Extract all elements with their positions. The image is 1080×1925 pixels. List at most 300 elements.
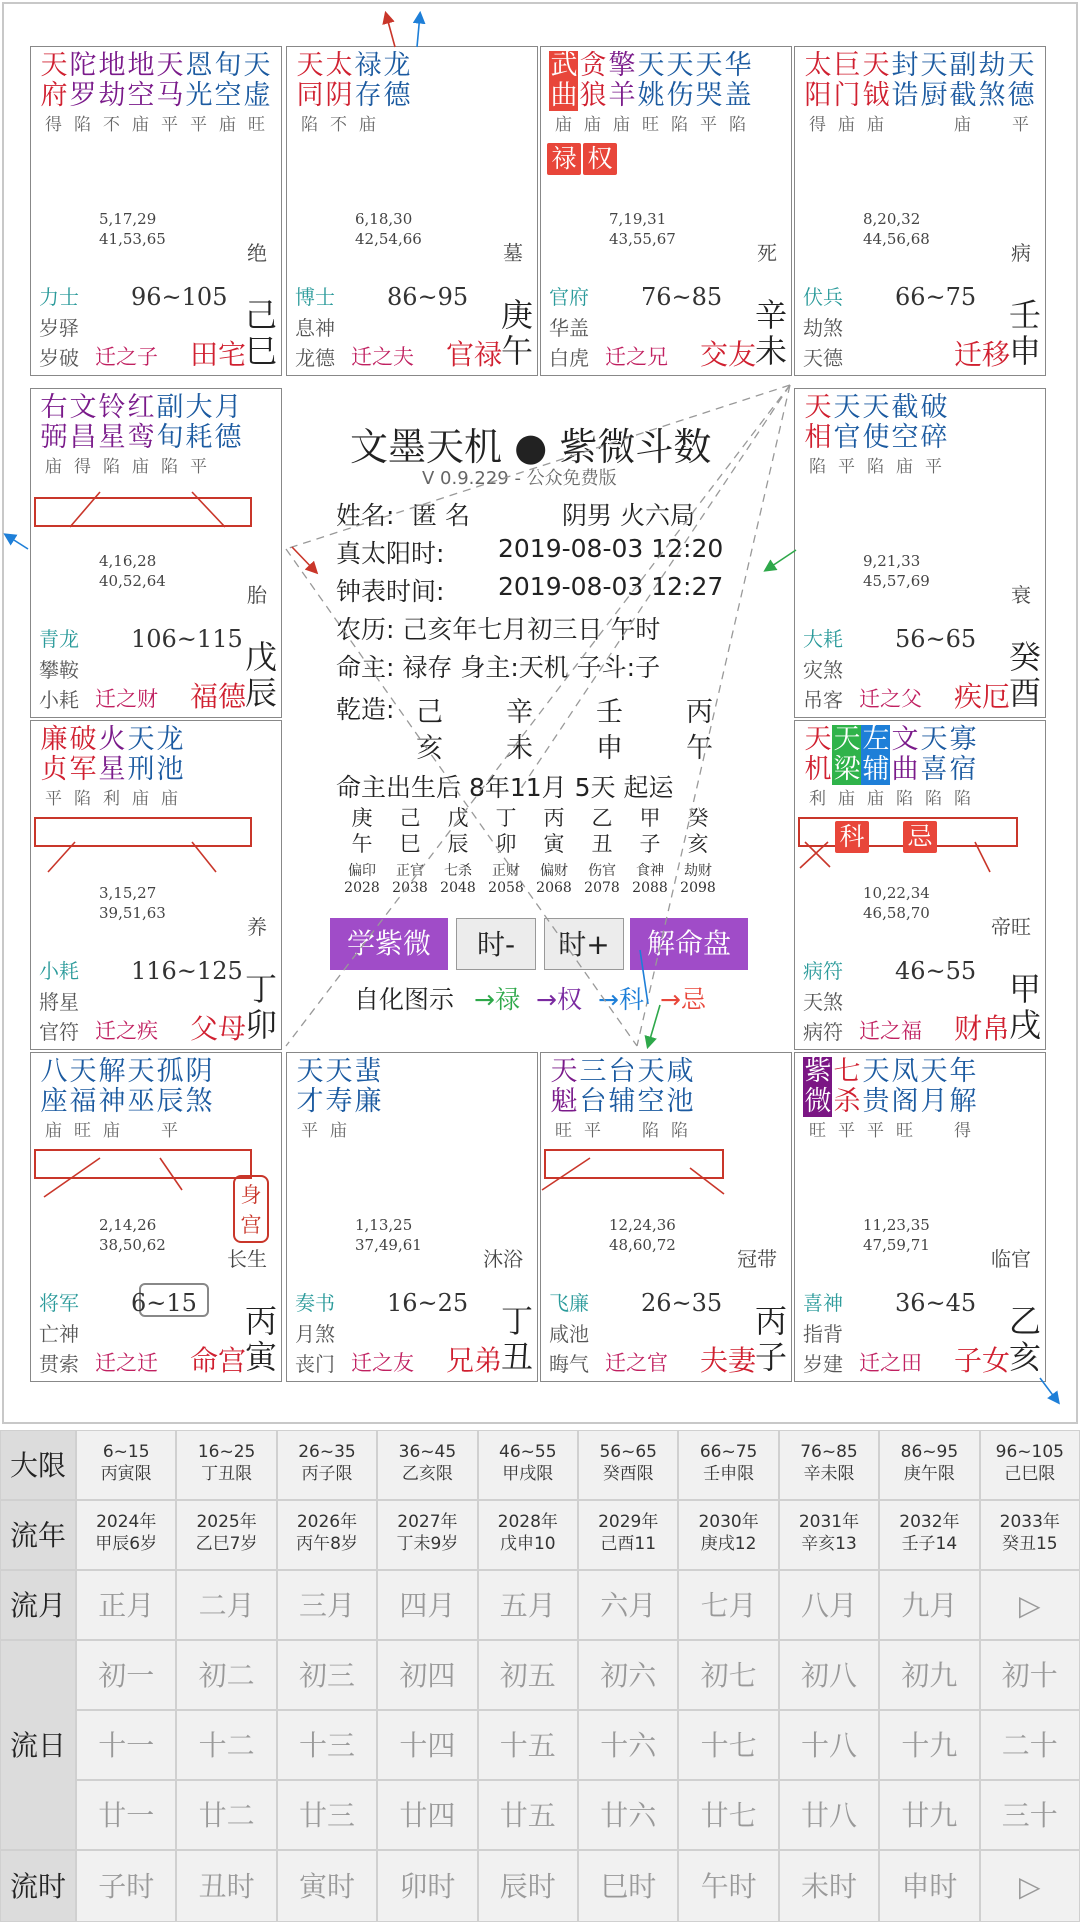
gender-ju: 阴男 火六局 — [562, 501, 695, 530]
dayun-year: 2058 — [488, 880, 524, 896]
star-char: 劫 — [98, 80, 125, 111]
star-char: 马 — [156, 80, 183, 111]
hour-plus-button[interactable]: 时+ — [544, 918, 624, 970]
star-char: 八 — [40, 1056, 67, 1087]
palace-mao[interactable] — [30, 720, 282, 1050]
palace-you[interactable] — [794, 388, 1046, 718]
star-char: 禄 — [354, 50, 381, 81]
god-boshi: 伏兵 — [803, 285, 843, 309]
ganzhi — [245, 638, 278, 712]
star-group — [803, 725, 1041, 810]
table-cell[interactable]: 廿二 — [176, 1780, 276, 1850]
table-cell[interactable] — [980, 1500, 1080, 1570]
table-cell[interactable]: 寅时 — [277, 1850, 377, 1922]
brightness-row — [803, 114, 1041, 136]
star-char: 贪 — [579, 50, 606, 81]
palace-wu[interactable] — [286, 46, 538, 376]
brightness-char: 利 — [103, 789, 120, 809]
star-char: 天 — [804, 724, 831, 755]
cell-line-2: 己巳限 — [1004, 1464, 1056, 1484]
brightness-char: 陷 — [729, 115, 746, 135]
god-boshi: 官府 — [549, 285, 589, 309]
cell-line-2: 壬子14 — [901, 1534, 958, 1554]
star-char: 恩 — [185, 50, 212, 81]
god-suiqian: 天煞 — [803, 990, 843, 1014]
table-cell[interactable]: 七月 — [678, 1570, 778, 1640]
age-range: 76~85 — [641, 283, 723, 311]
cell-line-2: 乙巳7岁 — [195, 1534, 258, 1554]
table-row-label: 流年 — [0, 1500, 76, 1570]
table-cell[interactable]: 六月 — [578, 1570, 678, 1640]
star-char: 诰 — [891, 80, 918, 111]
table-cell[interactable]: 十三 — [277, 1710, 377, 1780]
ganzhi — [1009, 638, 1042, 712]
brightness-char: 陷 — [809, 457, 826, 477]
brightness-char: 陷 — [74, 789, 91, 809]
table-cell[interactable] — [176, 1500, 276, 1570]
star-char: 地 — [127, 50, 154, 81]
star-char: 华 — [724, 50, 751, 81]
star-group — [39, 393, 277, 478]
palace-name: 财帛 — [953, 1012, 1010, 1045]
god-jiangqian: 龙德 — [295, 346, 335, 370]
brightness-row — [39, 1120, 277, 1142]
table-cell[interactable]: 午时 — [678, 1850, 778, 1922]
star-char: 空 — [637, 1086, 664, 1117]
table-cell[interactable]: ▷ — [980, 1850, 1080, 1922]
brightness-row — [295, 114, 533, 136]
life-stage: 帝旺 — [991, 915, 1031, 939]
ganzhi-char: 丑 — [501, 1338, 534, 1376]
transfer-label: 迁之疾 — [95, 1019, 158, 1043]
table-cell[interactable]: 廿五 — [478, 1780, 578, 1850]
dayun-shishen: 正财 — [492, 863, 520, 879]
god-suiqian: 岁驿 — [39, 316, 79, 340]
cell-line-1: 2026年 — [296, 1512, 358, 1532]
god-boshi: 病符 — [803, 959, 843, 983]
brightness-char: 陷 — [867, 457, 884, 477]
star-char: 光 — [185, 80, 212, 111]
table-cell[interactable] — [377, 1500, 477, 1570]
palace-yin[interactable] — [30, 1052, 282, 1382]
palace-chou[interactable] — [286, 1052, 538, 1382]
table-cell[interactable]: 廿八 — [779, 1780, 879, 1850]
sizhu-zhi: 午 — [686, 733, 713, 764]
star-row-top — [803, 725, 1041, 755]
table-cell[interactable] — [76, 1500, 176, 1570]
brightness-char: 庙 — [838, 789, 855, 809]
cell-line-2: 辛亥13 — [801, 1534, 857, 1554]
star-char: 宿 — [949, 754, 976, 785]
star-char: 厨 — [920, 80, 947, 111]
transfer-label: 迁之兄 — [605, 345, 668, 369]
brightness-char — [919, 114, 948, 136]
table-cell[interactable]: 十二 — [176, 1710, 276, 1780]
brightness-char: 得 — [45, 115, 62, 135]
age-range: 26~35 — [641, 1289, 723, 1317]
dayun-gan: 癸 — [687, 806, 709, 830]
dayun-shishen: 偏财 — [540, 863, 568, 879]
star-char: 空 — [891, 422, 918, 453]
palace-name: 父母 — [189, 1012, 246, 1045]
brightness-char: 平 — [838, 1121, 855, 1141]
star-char: 地 — [98, 50, 125, 81]
dayun-year: 2078 — [584, 880, 620, 896]
age-list — [355, 209, 422, 249]
palace-zi[interactable] — [540, 1052, 792, 1382]
cell-line-2: 甲戌限 — [502, 1464, 554, 1484]
table-cell[interactable]: 初三 — [277, 1640, 377, 1710]
star-char: 天 — [1007, 50, 1034, 81]
table-cell[interactable]: 廿三 — [277, 1780, 377, 1850]
table-cell[interactable]: 十九 — [879, 1710, 979, 1780]
table-cell[interactable]: 三月 — [277, 1570, 377, 1640]
god-boshi: 小耗 — [39, 959, 79, 983]
palace-wei[interactable] — [540, 46, 792, 376]
table-cell[interactable]: 辰时 — [478, 1850, 578, 1922]
star-char: 碎 — [920, 422, 947, 453]
table-cell[interactable]: 巳时 — [578, 1850, 678, 1922]
star-char: 右 — [40, 392, 67, 423]
table-cell[interactable]: 初二 — [176, 1640, 276, 1710]
ganzhi-char: 午 — [501, 332, 534, 370]
brightness-char: 不 — [103, 115, 120, 135]
table-cell[interactable]: 廿六 — [578, 1780, 678, 1850]
brightness-char: 旺 — [74, 1121, 91, 1141]
brightness-box — [34, 817, 252, 847]
table-cell[interactable]: 四月 — [377, 1570, 477, 1640]
table-cell[interactable]: 卯时 — [377, 1850, 477, 1922]
brightness-row — [803, 788, 1041, 810]
star-char: 孤 — [156, 1056, 183, 1087]
sizhu-gan: 壬 — [596, 697, 623, 728]
age-list — [99, 1215, 166, 1255]
star-char: 封 — [891, 50, 918, 81]
star-char: 弼 — [40, 422, 67, 453]
cell-line-2: 庚戌12 — [700, 1534, 757, 1554]
interpret-chart-button[interactable]: 解命盘 — [630, 918, 748, 970]
star-char: 廉 — [40, 724, 67, 755]
star-char: 梁 — [833, 754, 860, 785]
ganzhi-char: 己 — [245, 296, 278, 334]
star-char: 天 — [127, 724, 154, 755]
age-line: 37,49,61 — [355, 1236, 422, 1254]
god-suiqian: 劫煞 — [803, 316, 843, 340]
name-label: 姓名: — [336, 501, 395, 530]
table-cell[interactable]: 初八 — [779, 1640, 879, 1710]
table-cell[interactable] — [76, 1430, 176, 1500]
table-cell[interactable]: 十六 — [578, 1710, 678, 1780]
ganzhi-char: 丙 — [245, 1302, 278, 1340]
age-range: 16~25 — [387, 1289, 469, 1317]
star-char: 解 — [98, 1056, 125, 1087]
cell-line-2: 丙午8岁 — [296, 1534, 358, 1554]
star-row-bottom — [803, 423, 1041, 453]
brightness-row — [39, 456, 277, 478]
dayun-zhi: 寅 — [543, 832, 565, 856]
table-cell[interactable]: 五月 — [478, 1570, 578, 1640]
age-range: 66~75 — [895, 283, 977, 311]
dayun-year: 2088 — [632, 880, 668, 896]
table-cell[interactable] — [879, 1500, 979, 1570]
dayun-shishen: 七杀 — [444, 863, 472, 879]
star-char: 天 — [637, 50, 664, 81]
table-cell[interactable]: 廿一 — [76, 1780, 176, 1850]
dayun-shishen: 食神 — [636, 863, 664, 879]
cell-line-1: 46~55 — [499, 1442, 557, 1462]
god-suiqian: 息神 — [295, 316, 335, 340]
brightness-char: 平 — [190, 115, 207, 135]
brightness-char: 平 — [584, 1121, 601, 1141]
star-char: 星 — [98, 754, 125, 785]
star-char: 天 — [862, 392, 889, 423]
brightness-row — [549, 1120, 787, 1142]
star-char: 天 — [920, 50, 947, 81]
star-char: 使 — [862, 422, 889, 453]
brightness-char: 旺 — [555, 1121, 572, 1141]
god-boshi: 飞廉 — [549, 1291, 589, 1315]
star-row-top — [295, 1057, 533, 1087]
star-char: 微 — [804, 1086, 831, 1117]
table-cell[interactable]: 十四 — [377, 1710, 477, 1780]
table-cell[interactable]: 初四 — [377, 1640, 477, 1710]
table-cell[interactable]: 初五 — [478, 1640, 578, 1710]
table-cell[interactable] — [879, 1430, 979, 1500]
star-char: 年 — [949, 1056, 976, 1087]
life-stage: 临官 — [991, 1247, 1031, 1271]
legend-label: 自化图示 — [354, 985, 455, 1014]
god-suiqian: 月煞 — [295, 1322, 335, 1346]
dayun-zhi: 巳 — [399, 832, 421, 856]
ganzhi — [1009, 296, 1042, 370]
palace-name: 命宫 — [189, 1344, 246, 1377]
table-cell[interactable]: 十八 — [779, 1710, 879, 1780]
legend-quan: →权 — [536, 985, 582, 1014]
transfer-label: 迁之迁 — [95, 1351, 158, 1375]
star-char: 天 — [296, 50, 323, 81]
god-jiangqian: 岁建 — [803, 1352, 843, 1376]
sizhu-zhi: 亥 — [416, 733, 443, 764]
star-char: 太 — [804, 50, 831, 81]
brightness-char: 旺 — [896, 1121, 913, 1141]
table-cell[interactable]: 正月 — [76, 1570, 176, 1640]
dayun-year: 2048 — [440, 880, 476, 896]
star-char: 文 — [69, 392, 96, 423]
star-char: 钺 — [862, 80, 889, 111]
star-char: 旬 — [214, 50, 241, 81]
table-cell[interactable]: 初七 — [678, 1640, 778, 1710]
star-char: 天 — [69, 1056, 96, 1087]
star-char: 喜 — [920, 754, 947, 785]
transfer-label: 迁之官 — [605, 1351, 668, 1375]
cell-line-1: 2030年 — [698, 1512, 759, 1532]
star-row-bottom — [39, 81, 277, 111]
table-cell[interactable]: 十五 — [478, 1710, 578, 1780]
ganzhi-char: 戌 — [1009, 1006, 1042, 1044]
god-jiangqian: 岁破 — [39, 346, 79, 370]
brightness-char: 平 — [867, 1121, 884, 1141]
table-cell[interactable] — [779, 1430, 879, 1500]
age-line: 4,16,28 — [99, 552, 157, 570]
star-char: 紫 — [804, 1056, 831, 1087]
table-cell[interactable] — [478, 1500, 578, 1570]
palace-hai[interactable] — [794, 1052, 1046, 1382]
legend-ji: →忌 — [660, 985, 706, 1014]
table-cell[interactable]: 初十 — [980, 1640, 1080, 1710]
table-cell[interactable]: 申时 — [879, 1850, 979, 1922]
god-suiqian: 指背 — [803, 1322, 843, 1346]
table-cell[interactable] — [779, 1500, 879, 1570]
brightness-char — [919, 1120, 948, 1142]
table-cell[interactable] — [578, 1500, 678, 1570]
dayun-zhi: 卯 — [495, 832, 517, 856]
sizhu-gan: 辛 — [506, 697, 533, 728]
palace-chen[interactable] — [30, 388, 282, 718]
table-cell[interactable]: 子时 — [76, 1850, 176, 1922]
table-cell[interactable] — [377, 1430, 477, 1500]
clock-value: 2019-08-03 12:27 — [498, 572, 724, 601]
star-char: 天 — [666, 50, 693, 81]
cell-line-2: 丁未9岁 — [396, 1534, 459, 1554]
palace-xu[interactable] — [794, 720, 1046, 1050]
star-char: 伤 — [666, 80, 693, 111]
palace-si[interactable] — [30, 46, 282, 376]
table-cell[interactable] — [176, 1430, 276, 1500]
star-char: 座 — [40, 1086, 67, 1117]
god-suiqian: 將星 — [39, 990, 79, 1014]
ganzhi-char: 丁 — [501, 1302, 534, 1340]
age-line: 9,21,33 — [863, 552, 921, 570]
table-cell[interactable]: 二月 — [176, 1570, 276, 1640]
table-cell[interactable]: 未时 — [779, 1850, 879, 1922]
qiyun-text: 命主出生后 8年11月 5天 起运 — [336, 773, 674, 802]
table-cell[interactable]: 廿九 — [879, 1780, 979, 1850]
hour-minus-button[interactable]: 时- — [456, 918, 536, 970]
star-char: 同 — [296, 80, 323, 111]
star-char: 府 — [40, 80, 67, 111]
table-cell[interactable]: 廿四 — [377, 1780, 477, 1850]
table-cell[interactable]: 初六 — [578, 1640, 678, 1710]
cell-line-2: 丁丑限 — [201, 1464, 253, 1484]
ganzhi-char: 卯 — [245, 1006, 278, 1044]
transfer-label: 迁之友 — [351, 1351, 414, 1375]
age-list — [863, 209, 930, 249]
life-stage: 养 — [247, 915, 267, 939]
table-cell[interactable]: 十一 — [76, 1710, 176, 1780]
ganzhi-char: 子 — [755, 1338, 788, 1376]
age-range: 46~55 — [895, 957, 977, 985]
table-cell[interactable]: 八月 — [779, 1570, 879, 1640]
star-char: 天 — [637, 1056, 664, 1087]
age-range: 56~65 — [895, 625, 977, 653]
brightness-char: 平 — [190, 457, 207, 477]
palace-shen[interactable] — [794, 46, 1046, 376]
brightness-char: 平 — [925, 457, 942, 477]
star-char: 德 — [383, 80, 410, 111]
table-cell[interactable]: 廿七 — [678, 1780, 778, 1850]
brightness-row — [295, 1120, 533, 1142]
table-cell[interactable]: 二十 — [980, 1710, 1080, 1780]
table-cell[interactable]: 十七 — [678, 1710, 778, 1780]
star-char: 天 — [127, 1056, 154, 1087]
dayun-zhi: 亥 — [687, 832, 709, 856]
table-cell[interactable]: 丑时 — [176, 1850, 276, 1922]
star-row-bottom — [295, 81, 533, 111]
shen-gong-badge: 身宫 — [233, 1175, 269, 1243]
star-char: 德 — [214, 422, 241, 453]
brightness-char — [126, 1120, 155, 1142]
learn-ziwei-button[interactable]: 学紫微 — [330, 918, 448, 970]
star-char: 耗 — [185, 422, 212, 453]
star-row-top — [39, 393, 277, 423]
god-boshi: 奏书 — [295, 1291, 335, 1315]
sihua-tags — [547, 143, 617, 175]
brightness-char: 陷 — [954, 789, 971, 809]
table-cell[interactable] — [678, 1430, 778, 1500]
star-char: 池 — [666, 1086, 693, 1117]
star-char: 煞 — [185, 1086, 212, 1117]
transfer-label: 迁之父 — [859, 687, 922, 711]
age-line: 42,54,66 — [355, 230, 422, 248]
star-group — [295, 51, 533, 136]
age-line: 46,58,70 — [863, 904, 930, 922]
table-cell[interactable] — [578, 1430, 678, 1500]
table-cell[interactable]: 初九 — [879, 1640, 979, 1710]
cell-line-1: 2029年 — [598, 1512, 659, 1532]
star-char: 月 — [920, 1086, 947, 1117]
palace-name: 迁移 — [953, 338, 1010, 371]
ganzhi — [245, 296, 278, 370]
star-char: 星 — [98, 422, 125, 453]
table-cell[interactable] — [277, 1430, 377, 1500]
sizhu-gan: 己 — [416, 697, 443, 728]
star-group — [39, 725, 277, 810]
star-char: 贞 — [40, 754, 67, 785]
brightness-char: 庙 — [838, 115, 855, 135]
table-cell[interactable] — [980, 1430, 1080, 1500]
ganzhi-char: 未 — [755, 332, 788, 370]
age-range: 36~45 — [895, 1289, 977, 1317]
table-cell[interactable]: 九月 — [879, 1570, 979, 1640]
brightness-char: 庙 — [132, 115, 149, 135]
age-line: 3,15,27 — [99, 884, 157, 902]
cell-line-2: 庚午限 — [903, 1464, 955, 1484]
qianzao-label: 乾造: — [336, 695, 395, 724]
table-cell[interactable] — [277, 1500, 377, 1570]
table-cell[interactable] — [678, 1500, 778, 1570]
table-cell[interactable]: 初一 — [76, 1640, 176, 1710]
sihua-tag: 权 — [583, 143, 617, 175]
age-list — [863, 551, 930, 591]
table-cell[interactable] — [478, 1430, 578, 1500]
palace-name: 疾厄 — [953, 680, 1010, 713]
dayun-zhi: 丑 — [591, 832, 613, 856]
star-row-top — [803, 51, 1041, 81]
star-row-top — [39, 51, 277, 81]
table-cell[interactable]: ▷ — [980, 1570, 1080, 1640]
star-char: 天 — [862, 50, 889, 81]
age-line: 8,20,32 — [863, 210, 921, 228]
brightness-char: 陷 — [301, 115, 318, 135]
legend-ke: →科 — [598, 985, 644, 1014]
life-stage: 沐浴 — [483, 1247, 523, 1271]
star-char: 大 — [185, 392, 212, 423]
star-char: 阳 — [804, 80, 831, 111]
cell-line-1: 36~45 — [398, 1442, 457, 1462]
table-cell[interactable]: 三十 — [980, 1780, 1080, 1850]
star-char: 廉 — [354, 1086, 381, 1117]
star-row-bottom — [549, 81, 787, 111]
